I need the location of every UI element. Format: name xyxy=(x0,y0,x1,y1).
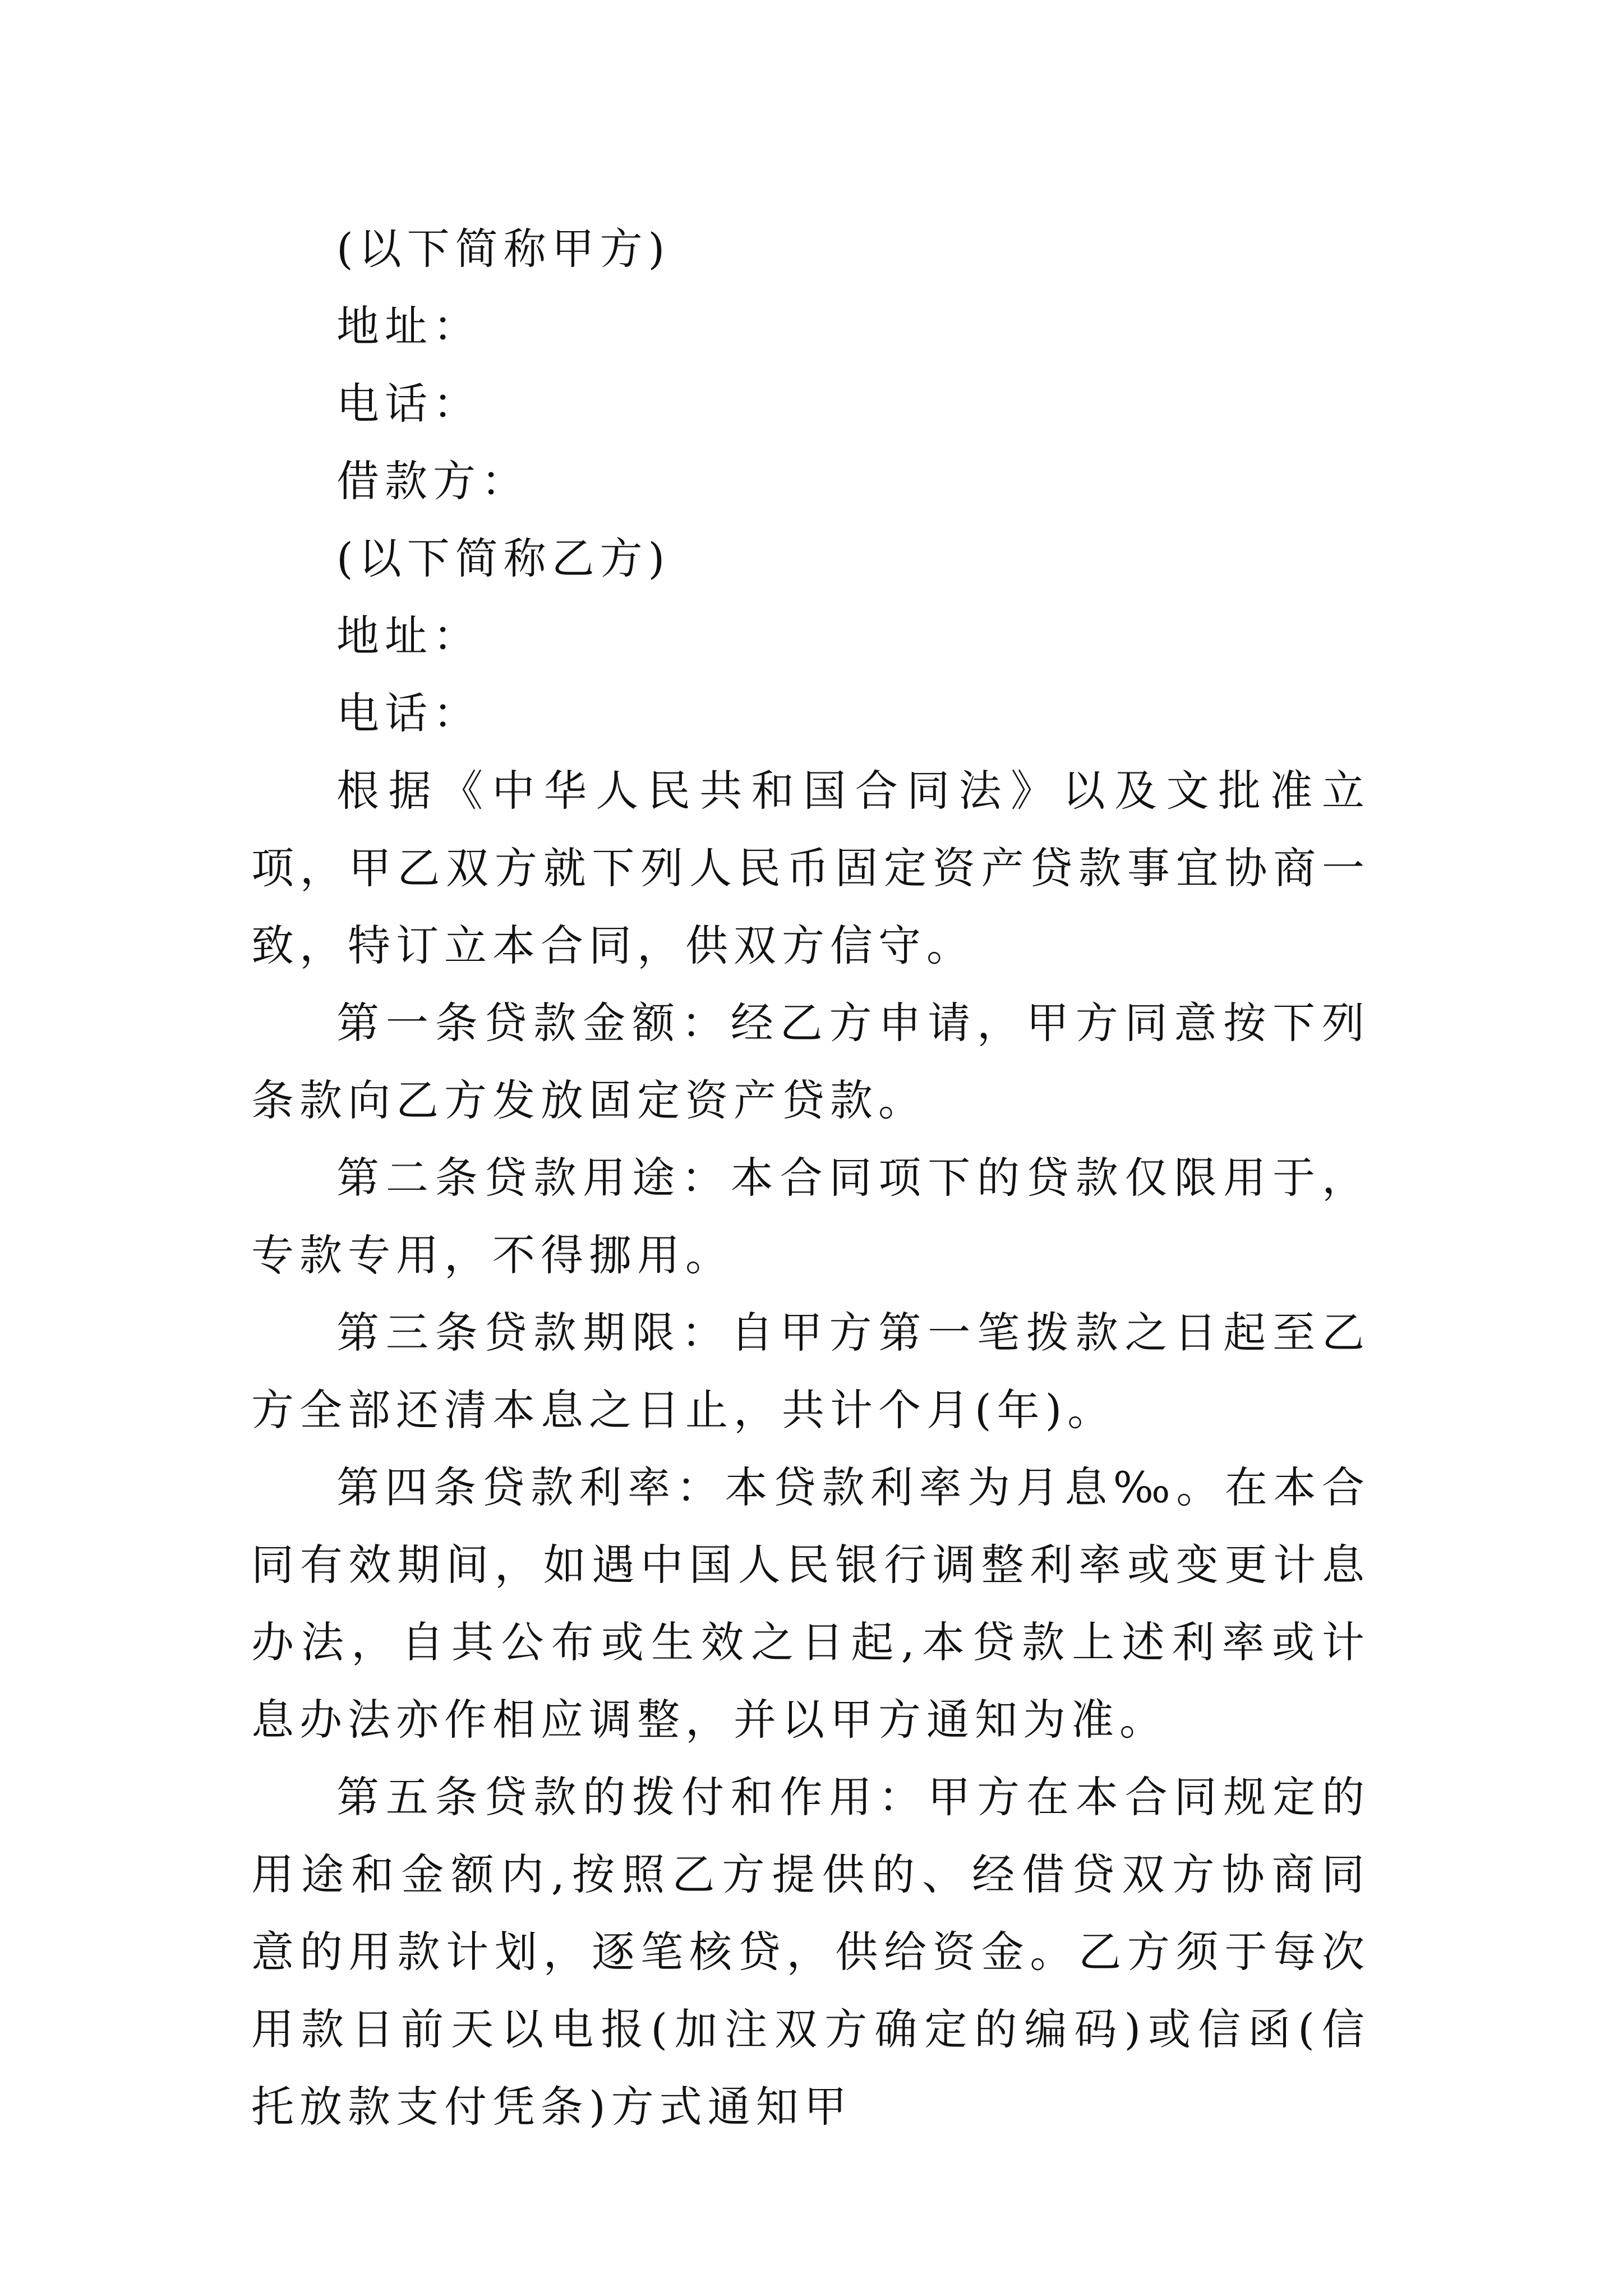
borrower-phone-label: 电话： xyxy=(336,688,481,738)
contract-preamble: 根据《中华人民共和国合同法》以及文批准立项，甲乙双方就下列人民币固定资产贷款事宜协商一致，特订立本合同，供双方信守。 xyxy=(251,766,1370,970)
article-3-loan-term: 第三条贷款期限：自甲方第一笔拨款之日起至乙方全部还清本息之日止，共计个月(年)。 xyxy=(251,1308,1370,1435)
article-2-loan-purpose: 第二条贷款用途：本合同项下的贷款仅限用于，专款专用，不得挪用。 xyxy=(251,1153,1370,1280)
article-5-disbursement: 第五条贷款的拨付和作用：甲方在本合同规定的用途和金额内,按照乙方提供的、经借贷双方协商同意的用款计划，逐笔核贷，供给资金。乙方须于每次用款日前天以电报(加注双方确定的编码)或信函(信托放款支付凭条)方式通知甲 xyxy=(251,1772,1370,2132)
borrower-label: 借款方： xyxy=(336,456,529,506)
borrower-address-label: 地址： xyxy=(336,611,481,661)
lender-abbreviation-line: (以下简称甲方) xyxy=(336,224,671,274)
borrower-abbreviation-line: (以下简称乙方) xyxy=(336,533,671,583)
article-1-loan-amount: 第一条贷款金额：经乙方申请，甲方同意按下列条款向乙方发放固定资产贷款。 xyxy=(251,998,1370,1125)
article-4-interest-rate: 第四条贷款利率：本贷款利率为月息‰。在本合同有效期间，如遇中国人民银行调整利率或变更计息办法，自其公布或生效之日起,本贷款上述利率或计息办法亦作相应调整，并以甲方通知为准。 xyxy=(251,1462,1370,1745)
lender-address-label: 地址： xyxy=(336,301,481,351)
document-body xyxy=(251,210,1370,2146)
lender-phone-label: 电话： xyxy=(336,379,481,429)
